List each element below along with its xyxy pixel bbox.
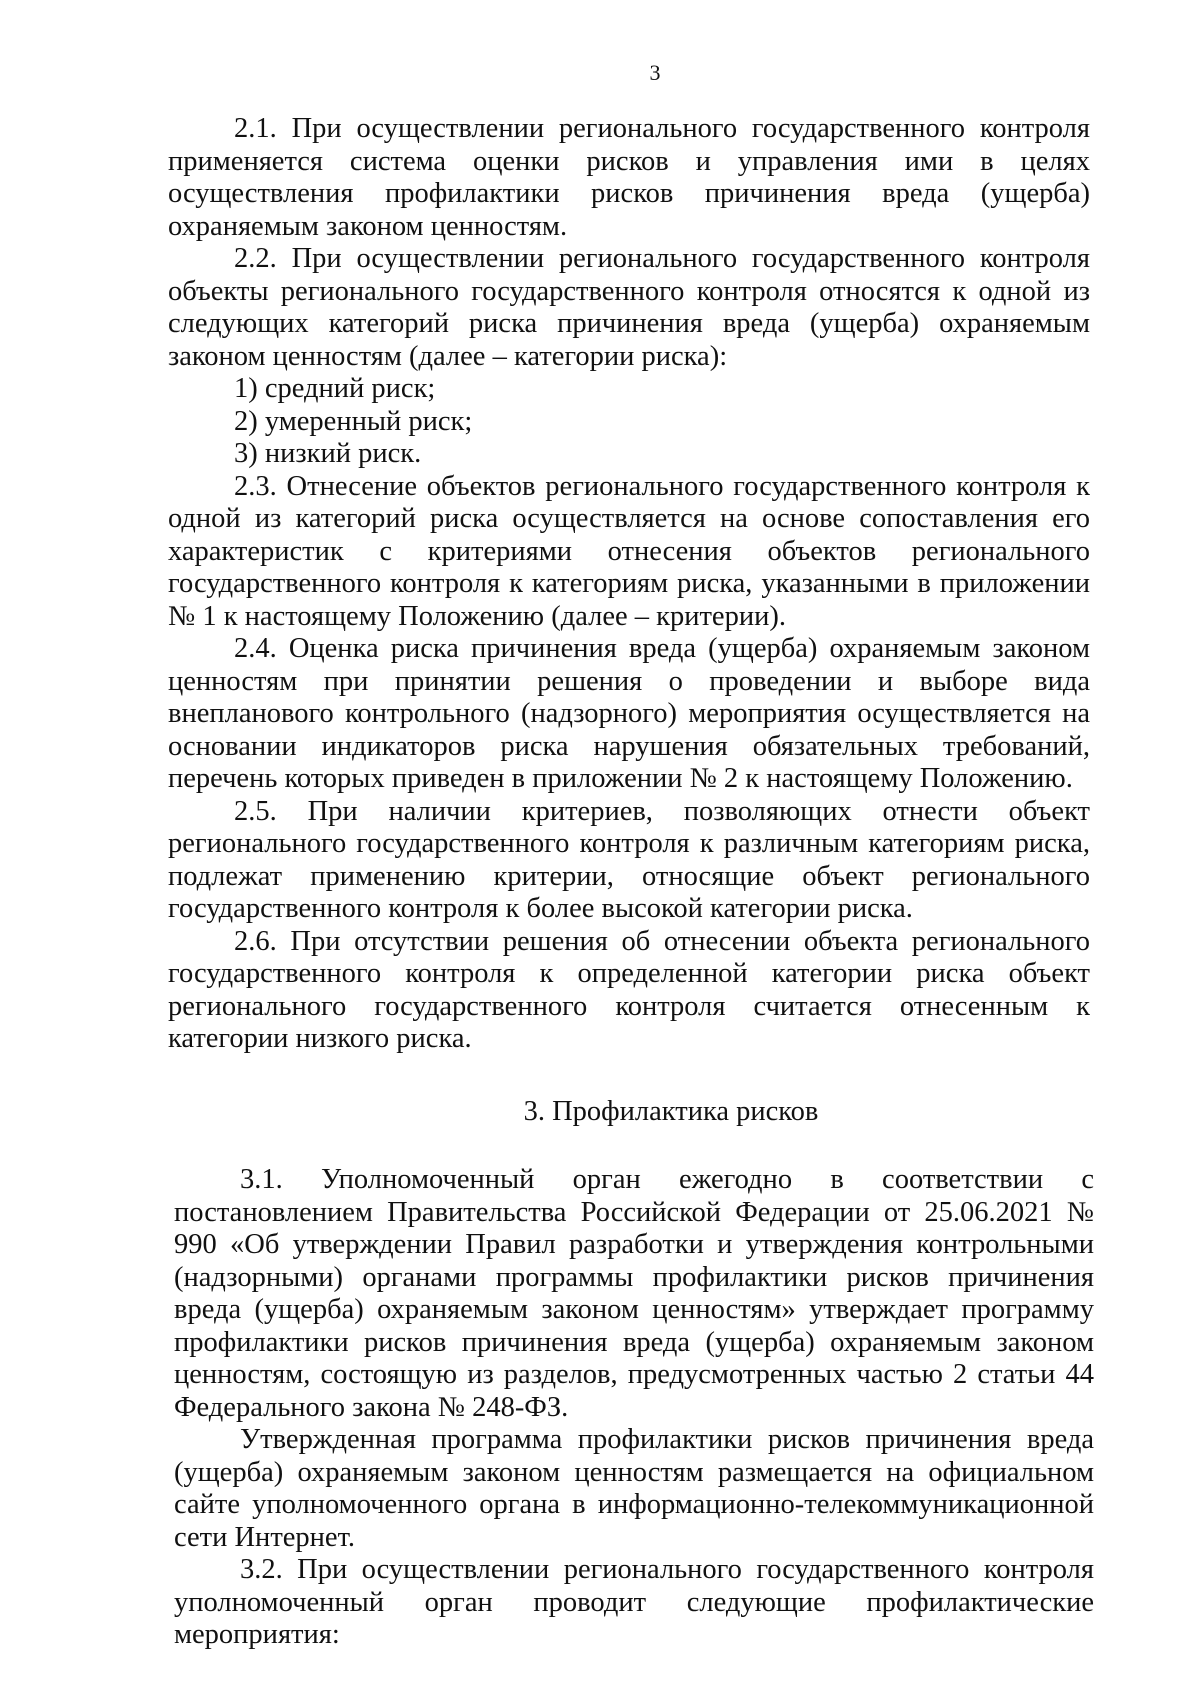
paragraph-2-6: 2.6. При отсутствии решения об отнесении объекта регионального государственного контроля к определенной категории риска объект регионального государственного контроля считается отнесенным к категории низкого риска. — [168, 925, 1090, 1054]
risk-category-item: 3) низкий риск. — [234, 438, 422, 469]
section-3-body — [174, 1164, 1094, 1652]
risk-category-item: 1) средний риск; — [234, 373, 436, 404]
section-3-heading: 3. Профилактика рисков — [523, 1096, 819, 1127]
paragraph-3-1: 3.1. Уполномоченный орган ежегодно в соответствии с постановлением Правительства Российской Федерации от 25.06.2021 № 990 «Об утверждении Правил разработки и утверждения контрольными (надзорными) органами программы профилактики рисков причинения вреда (ущерба) охраняемым законом ценностям» утверждает программу профилактики рисков причинения вреда (ущерба) охраняемым законом ценностям, состоящую из разделов, предусмотренных частью 2 статьи 44 Федерального закона № 248-ФЗ. — [174, 1164, 1094, 1423]
paragraph-2-5: 2.5. При наличии критериев, позволяющих отнести объект регионального государственного контроля к различным категориям риска, подлежат применению критерии, относящие объект регионального государственного контроля к более высокой категории риска. — [168, 795, 1090, 924]
paragraph-2-4: 2.4. Оценка риска причинения вреда (ущерба) охраняемым законом ценностям при принятии решения о проведении и выборе вида внепланового контрольного (надзорного) мероприятия осуществляется на основании индикаторов риска нарушения обязательных требований, перечень которых приведен в приложении № 2 к настоящему Положению. — [168, 633, 1090, 794]
risk-category-item: 2) умеренный риск; — [234, 405, 473, 437]
paragraph-3-2: 3.2. При осуществлении регионального государственного контроля уполномоченный орган проводит следующие профилактические мероприятия: — [174, 1554, 1094, 1650]
paragraph-3-1-continued: Утвержденная программа профилактики рисков причинения вреда (ущерба) охраняемым законом ценностям размещается на официальном сайте уполномоченного органа в информационно-телекоммуникационной сети Интернет. — [174, 1424, 1094, 1553]
paragraph-2-1: 2.1. При осуществлении регионального государственного контроля применяется система оценки рисков и управления ими в целях осуществления профилактики рисков причинения вреда (ущерба) охраняемым законом ценностям. — [168, 113, 1090, 242]
paragraph-2-3: 2.3. Отнесение объектов регионального государственного контроля к одной из категорий риска осуществляется на основе сопоставления его характеристик с критериями отнесения объектов регионального государственного контроля к категориям риска, указанными в приложении № 1 к настоящему Положению (далее – критерии). — [168, 470, 1090, 632]
page-number: 3 — [649, 60, 661, 85]
paragraph-2-2: 2.2. При осуществлении регионального государственного контроля объекты регионального государственного контроля относятся к одной из следующих категорий риска причинения вреда (ущерба) охраняемым законом ценностям (далее – категории риска): — [168, 243, 1090, 372]
section-2-body — [168, 113, 1090, 1056]
